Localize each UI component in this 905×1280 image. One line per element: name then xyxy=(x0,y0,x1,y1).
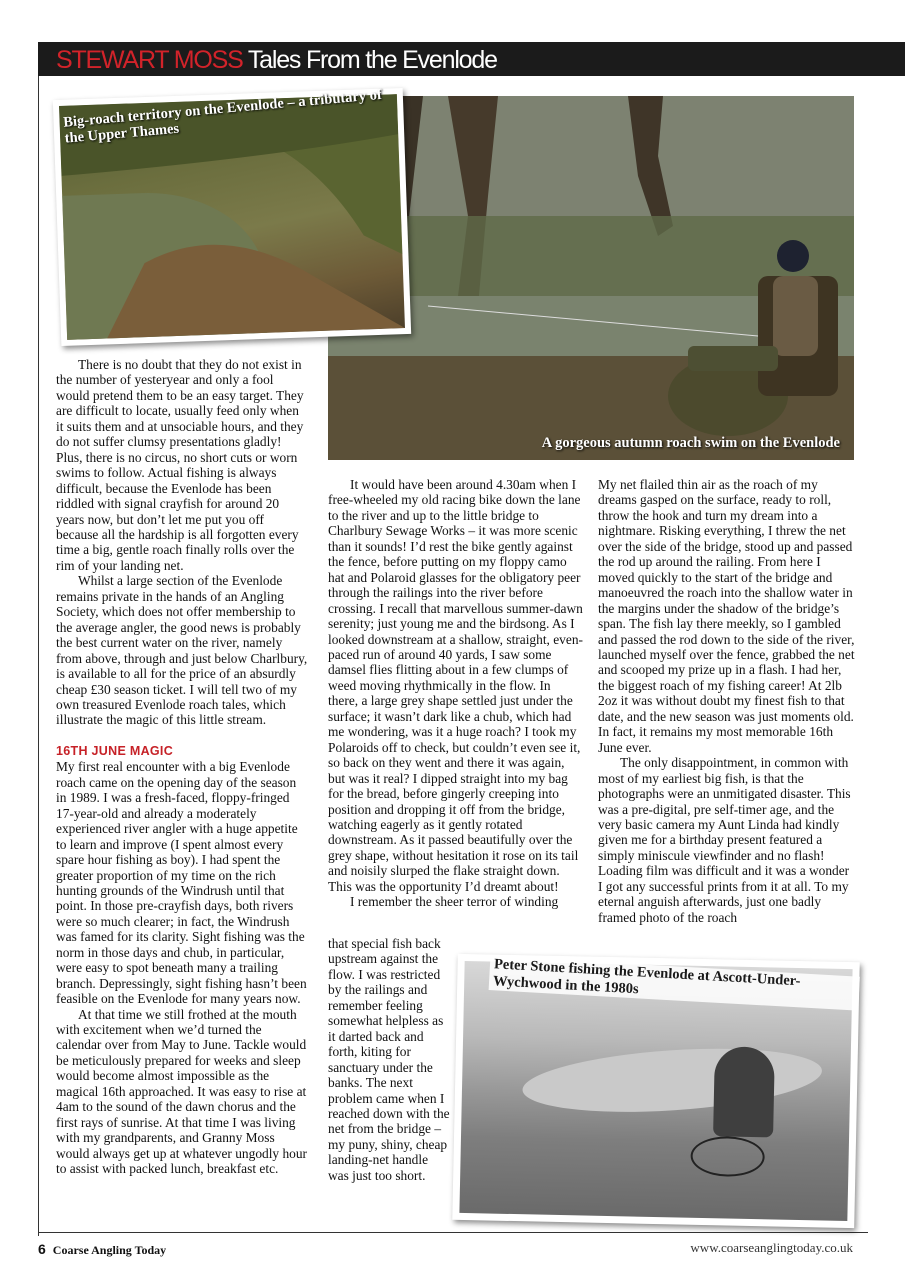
paragraph: My first real encounter with a big Evenlode roach came on the opening day of the season in 1989. I was a fresh-faced, floppy-fringed 17-year-old and already a moderately experienced river angler with a huge appetite to learn and improve (I spent almost every spare hour fishing as boy). I had spent the greater proportion of my time on the rich hunting grounds of the Windrush until that point. In those pre-crayfish days, both rivers were so much clearer; in fact, the Windrush was famed for its clarity. Sight fishing was the norm in those days and chub, in particular, were easy to spot beneath many a trailing branch. Depressingly, sight fishing hasn’t been feasible on the Evenlode for many years now. xyxy=(56,759,307,1007)
page-number: 6 xyxy=(38,1241,46,1257)
column-3 xyxy=(598,477,856,925)
inset-photo-top xyxy=(53,88,411,346)
bottom-rule xyxy=(38,1232,868,1233)
inset-photo-bottom xyxy=(452,954,859,1228)
paragraph: Whilst a large section of the Evenlode remains private in the hands of an Angling Society, which does not offer membership to the average angler, the good news is probably the best current water on the river, namely from above, through and just below Charlbury, is available to all for the price of an absurdly cheap £30 season ticket. I will tell two of my own treasured Evenlode roach tales, which illustrate the magic of this little stream. xyxy=(56,573,308,728)
author-name: STEWART MOSS xyxy=(56,46,243,74)
footer-page-info xyxy=(38,1241,166,1258)
inset-photo-top-caption: Big-roach territory on the Evenlode – a tributary of the Upper Thames xyxy=(62,86,383,147)
column-2-wrap xyxy=(328,936,450,1183)
paragraph: My net flailed thin air as the roach of my dreams gasped on the surface, ready to roll, throw the hook and turn my dream into a nightmare. Risking everything, I threw the net over the side of the bridge, stood up and passed the rod up around the railing. From here I moved quickly to the start of the bridge and manoeuvred the roach into the shallow water in the margins under the shadow of the bridge’s span. The fish lay there meekly, so I gambled and passed the rod down to the side of the river, launched myself over the fence, grabbed the net and scooped my prize up in a flash. I had her, the biggest roach of my fishing career! At 2lb 2oz it was without doubt my finest fish to that date, and the new season was just moments old. In fact, it remains my most memorable 16th June ever. xyxy=(598,477,855,755)
column-2 xyxy=(328,477,583,910)
paragraph: The only disappointment, in common with most of my earliest big fish, is that the photographs were an unmitigated disaster. This was a pre-digital, pre self-timer age, and the very basic camera my Aunt Linda had kindly given me for a birthday present featured a simply miniscule viewfinder and no flash! Loading film was difficult and it was a wonder I got any successful prints from it at all. To my eternal anguish afterwards, just one badly framed photo of the roach xyxy=(598,755,851,925)
main-photo-caption: A gorgeous autumn roach swim on the Evenlode xyxy=(541,435,840,451)
section-subhead: 16TH JUNE MAGIC xyxy=(56,743,174,758)
landing-net xyxy=(690,1136,765,1178)
paragraph: At that time we still frothed at the mouth with excitement when we’d turned the calendar over from May to June. Tackle would be meticulously prepared for weeks and sleep would become almost impossible as the magical 16th approached. It was easy to rise at 4am to the sound of the dawn chorus and the first rays of sunrise. At that time I was living with my grandparents, and Granny Moss would always get up at whatever ungodly hour to assist with packed lunch, breakfast etc. xyxy=(56,1006,308,1177)
article-title: Tales From the Evenlode xyxy=(247,46,497,74)
inset-photo-bottom-caption: Peter Stone fishing the Evenlode at Ascott-Under-Wychwood in the 1980s xyxy=(489,956,860,1011)
angler-figure xyxy=(713,1046,775,1137)
footer-url[interactable]: www.coarseanglingtoday.co.uk xyxy=(690,1240,853,1255)
magazine-name: Coarse Angling Today xyxy=(52,1243,167,1257)
header-title xyxy=(56,46,497,75)
paragraph: There is no doubt that they do not exist in the number of yesteryear and only a fool would pretend them to be an easy target. They are difficult to locate, usually feed only when it suits them and at unsociable hours, and they do not suffer clumsy presentations gladly! Plus, there is no circus, no short cuts or worn swims to follow. Actual fishing is always difficult, because the Evenlode has been riddled with signal crayfish for around 20 years now, but don’t let me put you off because all the hardship is all forgotten every time a big, gentle roach finally rolls over the rim of your landing net. xyxy=(56,357,304,573)
left-rule xyxy=(38,76,39,1236)
river-water xyxy=(521,1040,824,1120)
header-banner xyxy=(38,42,905,76)
column-1 xyxy=(56,357,309,1177)
paragraph: that special fish back upstream against the flow. I was restricted by the railings and remember feeling somewhat helpless as it darted back and forth, kiting for sanctuary under the banks. The next problem came when I reached down with the net from the bridge – my puny, shiny, cheap landing-net handle was just too short. xyxy=(328,936,450,1183)
paragraph: It would have been around 4.30am when I free-wheeled my old racing bike down the lane to the river and up to the little bridge to Charlbury Sewage Works – it was more scenic than it sounds! I’d rest the bike gently against the fence, before putting on my floppy camo hat and Polaroid glasses for the obligatory peer through the railings into the river before crossing. I recall that marvellous summer-dawn serenity; just young me and the birdsong. As I looked downstream at a shallow, straight, even-paced run of around 40 yards, I saw some damsel flies flitting about in a few clumps of weed moving rhythmically in the flow. In there, a large grey shape settled just under the surface; it wasn’t dark like a chub, which had me wondering, was it a huge roach? I took my Polaroids off to check, but couldn’t even see it, so back on they went and there it was again, but was it real? I dipped straight into my bag for the bread, before gingerly creeping into position and dropping it off from the bridge, watching eagerly as it gently rotated downstream. As it passed beautifully over the grey shape, without hesitation it rose on its tail and noisily slurped the flake straight down. This was the opportunity I’d dreamt about! xyxy=(328,477,583,894)
paragraph: I remember the sheer terror of winding xyxy=(350,894,559,910)
